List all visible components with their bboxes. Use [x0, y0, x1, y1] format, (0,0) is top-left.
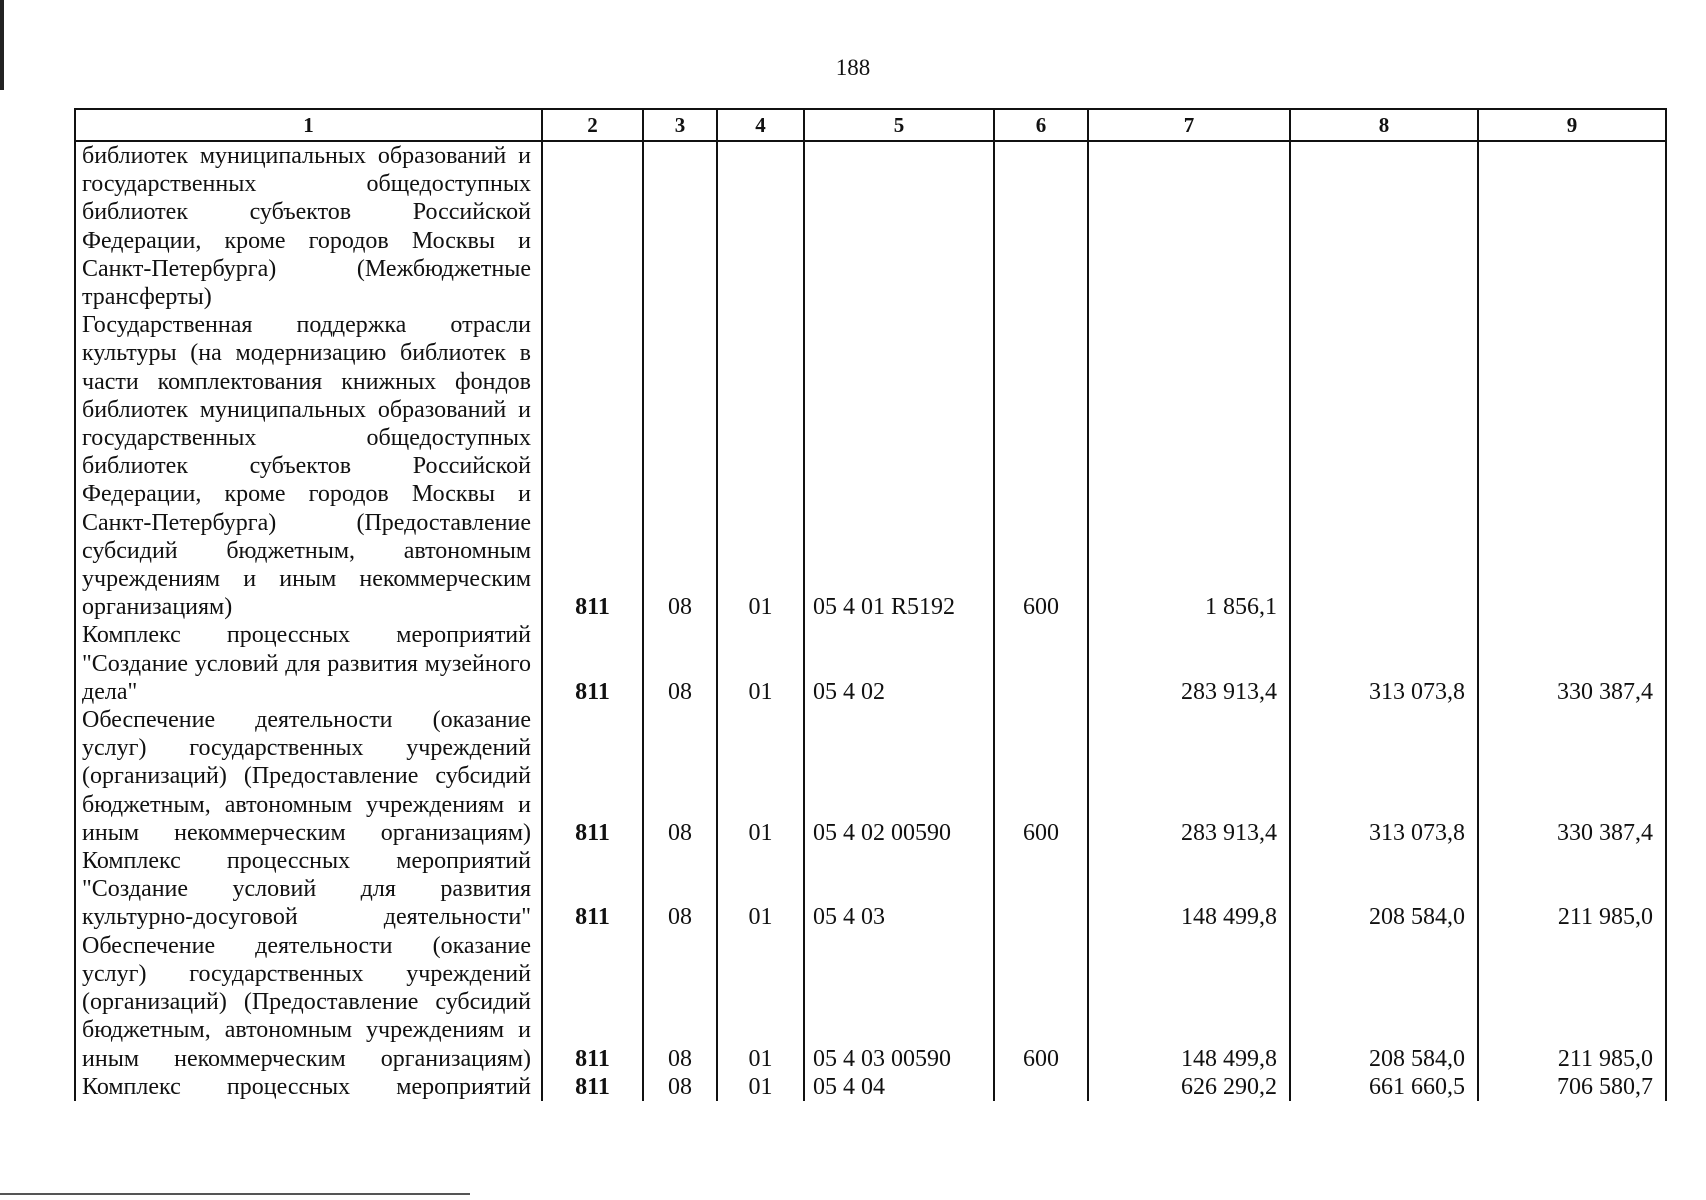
cell-expense-type: 600	[994, 932, 1088, 1073]
cell-amount-col9: 706 580,7	[1478, 1073, 1666, 1101]
cell-expense-type	[994, 1073, 1088, 1101]
cell-target-code: 05 4 04	[804, 1073, 994, 1101]
cell-expense-type	[994, 847, 1088, 932]
cell-target-code: 05 4 03	[804, 847, 994, 932]
table-row	[75, 1073, 1666, 1101]
cell-amount-col7: 283 913,4	[1088, 621, 1290, 706]
table-row	[75, 311, 1666, 621]
cell-kvsr: 811	[542, 706, 643, 847]
table-row	[75, 847, 1666, 932]
page-number: 188	[835, 55, 871, 80]
col-header-4: 4	[717, 109, 804, 141]
cell-kvsr: 811	[542, 621, 643, 706]
cell-subsection: 01	[717, 847, 804, 932]
cell-amount-col7: 626 290,2	[1088, 1073, 1290, 1101]
cell-subsection: 01	[717, 621, 804, 706]
cell-target-code: 05 4 03 00590	[804, 932, 994, 1073]
cell-section: 08	[643, 311, 717, 621]
cell-amount-col8	[1290, 311, 1478, 621]
cell-amount-col8: 661 660,5	[1290, 1073, 1478, 1101]
table-row	[75, 141, 1666, 311]
footer-rule	[0, 1193, 470, 1195]
cell-amount-col7	[1088, 141, 1290, 311]
cell-kvsr: 811	[542, 1073, 643, 1101]
cell-target-code	[804, 141, 994, 311]
cell-amount-col9: 211 985,0	[1478, 847, 1666, 932]
cell-expense-type: 600	[994, 706, 1088, 847]
col-header-1: 1	[75, 109, 542, 141]
cell-amount-col9: 330 387,4	[1478, 706, 1666, 847]
col-header-9: 9	[1478, 109, 1666, 141]
cell-target-code: 05 4 02	[804, 621, 994, 706]
col-header-8: 8	[1290, 109, 1478, 141]
cell-subsection: 01	[717, 706, 804, 847]
header-row	[75, 109, 1666, 141]
cell-amount-col8: 208 584,0	[1290, 847, 1478, 932]
cell-section: 08	[643, 847, 717, 932]
cell-amount-col7: 283 913,4	[1088, 706, 1290, 847]
cell-amount-col9: 330 387,4	[1478, 621, 1666, 706]
cell-target-code: 05 4 01 R5192	[804, 311, 994, 621]
cell-amount-col7: 148 499,8	[1088, 932, 1290, 1073]
budget-table	[74, 108, 1667, 1101]
cell-amount-col8: 313 073,8	[1290, 621, 1478, 706]
cell-amount-col8: 313 073,8	[1290, 706, 1478, 847]
cell-amount-col8: 208 584,0	[1290, 932, 1478, 1073]
cell-subsection: 01	[717, 932, 804, 1073]
row-description: Комплекс процессных мероприятий "Создание условий для развития культурно-досуговой деятельности"	[75, 847, 542, 932]
cell-kvsr: 811	[542, 311, 643, 621]
row-description: Комплекс процессных мероприятий	[75, 1073, 542, 1101]
table-row	[75, 621, 1666, 706]
cell-kvsr: 811	[542, 847, 643, 932]
row-description: Обеспечение деятельности (оказание услуг) государственных учреждений (организаций) (Предоставление субсидий бюджетным, автономным учреждениям и иным некоммерческим организациям)	[75, 932, 542, 1073]
cell-amount-col8	[1290, 141, 1478, 311]
cell-subsection: 01	[717, 311, 804, 621]
cell-kvsr: 811	[542, 932, 643, 1073]
col-header-3: 3	[643, 109, 717, 141]
col-header-5: 5	[804, 109, 994, 141]
row-description: библиотек муниципальных образований и государственных общедоступных библиотек субъектов Российской Федерации, кроме городов Москвы и Санкт-Петербурга) (Межбюджетные трансферты)	[75, 141, 542, 311]
row-description: Обеспечение деятельности (оказание услуг) государственных учреждений (организаций) (Предоставление субсидий бюджетным, автономным учреждениям и иным некоммерческим организациям)	[75, 706, 542, 847]
table-row	[75, 706, 1666, 847]
budget-table-wrapper	[74, 108, 1667, 1101]
cell-kvsr	[542, 141, 643, 311]
cell-section	[643, 141, 717, 311]
cell-subsection: 01	[717, 1073, 804, 1101]
table-row	[75, 932, 1666, 1073]
cell-amount-col7: 1 856,1	[1088, 311, 1290, 621]
cell-amount-col9	[1478, 311, 1666, 621]
row-description: Государственная поддержка отрасли культуры (на модернизацию библиотек в части комплектования книжных фондов библиотек муниципальных образований и государственных общедоступных библиотек субъектов Российской Федерации, кроме городов Москвы и Санкт-Петербурга) (Предоставление субсидий бюджетным, автономным учреждениям и иным некоммерческим организациям)	[75, 311, 542, 621]
cell-section: 08	[643, 621, 717, 706]
cell-subsection	[717, 141, 804, 311]
cell-amount-col7: 148 499,8	[1088, 847, 1290, 932]
col-header-7: 7	[1088, 109, 1290, 141]
col-header-6: 6	[994, 109, 1088, 141]
cell-amount-col9	[1478, 141, 1666, 311]
col-header-2: 2	[542, 109, 643, 141]
cell-section: 08	[643, 1073, 717, 1101]
row-description: Комплекс процессных мероприятий "Создание условий для развития музейного дела"	[75, 621, 542, 706]
cell-expense-type	[994, 141, 1088, 311]
cell-amount-col9: 211 985,0	[1478, 932, 1666, 1073]
cell-section: 08	[643, 932, 717, 1073]
cell-expense-type: 600	[994, 311, 1088, 621]
cell-expense-type	[994, 621, 1088, 706]
cell-section: 08	[643, 706, 717, 847]
cell-target-code: 05 4 02 00590	[804, 706, 994, 847]
